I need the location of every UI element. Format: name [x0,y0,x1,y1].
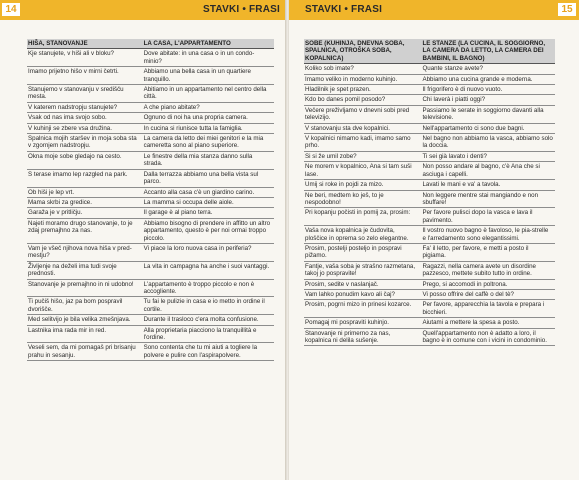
table-row [304,261,555,279]
phrase-italian: Prego, si accomodi in poltrona. [419,279,555,289]
table-row [304,95,555,105]
table-row [27,218,274,243]
phrase-slovene: V katerem nadstropju stanujete? [27,102,141,112]
table-row [27,243,274,261]
table-row [27,49,274,67]
table-row [304,105,555,123]
phrase-slovene: Si si že umil zobe? [304,151,419,161]
right-header-italian: LE STANZE (LA CUCINA, IL SOGGIORNO, LA CAMERA DA LETTO, LA CAMERA DEI BAMBINI, IL BAGNO) [419,39,555,64]
phrase-italian: Vi posso offrire del caffè o del tè? [419,289,555,299]
phrase-italian: La camera da letto dei miei genitori e la mia cameretta sono al piano superiore. [141,134,274,152]
right-page [289,0,579,480]
table-row [27,169,274,187]
phrase-italian: Abbiamo una cucina grande e moderna. [419,74,555,84]
table-row [304,289,555,299]
phrase-slovene: Fantje, vaša soba je strašno razmetana, takoj jo pospravite! [304,261,419,279]
phrase-slovene: Vam je všeč njihova nova hiša v pred-mestju? [27,243,141,261]
phrase-slovene: V kuhinji se zbere vsa družina. [27,123,141,133]
table-row [304,123,555,133]
phrase-italian: Quante stanze avete? [419,64,555,74]
phrase-slovene: V kopalnici nimamo kadi, imamo samo prho. [304,134,419,152]
phrase-slovene: Garaža je v pritličju. [27,208,141,218]
phrase-slovene: Pri kopanju počisti in pomij za, prosim: [304,208,419,226]
phrase-italian: Ragazzi, nella camera avete un disordine pazzesco, mettete subito tutto in ordine. [419,261,555,279]
table-row [27,325,274,343]
table-row [304,318,555,328]
phrase-slovene: Stanovanje ni primerno za nas, kopalnica ni delila sušenje. [304,328,419,346]
phrase-slovene: Kje stanujete, v hiši ali v bloku? [27,49,141,67]
phrase-italian: Abbiamo bisogno di prendere in affitto un altro appartamento, questo è per noi ormai troppo piccolo. [141,218,274,243]
left-header-slovene: HIŠA, STANOVANJE [27,39,141,49]
phrase-italian: La vita in campagna ha anche i suoi vantaggi. [141,261,274,279]
phrase-slovene: Pomagaj mi pospraviti kuhinjo. [304,318,419,328]
table-row [304,243,555,261]
phrase-italian: Accanto alla casa c'è un giardino carino. [141,187,274,197]
phrase-slovene: Koliko sob imate? [304,64,419,74]
phrase-italian: Passiamo le serate in soggiorno davanti alla televisione. [419,105,555,123]
right-section-title: STAVKI • FRASI [305,4,383,15]
table-row [27,208,274,218]
table-row [304,300,555,318]
table-row [304,64,555,74]
phrase-slovene: Kdo bo danes pomil posodo? [304,95,419,105]
phrase-italian: Fa' il letto, per favore, e metti a posto il pigiama. [419,243,555,261]
table-row [27,315,274,325]
phrase-italian: Il garage è al piano terra. [141,208,274,218]
phrase-slovene: Prosim, pogrni mizo in prinesi kozarce. [304,300,419,318]
table-row [27,197,274,207]
right-table-header [304,39,555,64]
phrase-slovene: Mama skrbi za gredice. [27,197,141,207]
table-row [304,328,555,346]
table-row [304,151,555,161]
phrase-italian: In cucina si riunisce tutta la famiglia. [141,123,274,133]
phrase-italian: Per favore, apparecchia la tavola e prepara i bicchieri. [419,300,555,318]
table-row [304,74,555,84]
phrase-italian: Abitiamo in un appartamento nel centro della città. [141,85,274,103]
phrase-italian: Lavati le mani e va' a tavola. [419,180,555,190]
phrase-italian: Le finestre della mia stanza danno sulla strada. [141,151,274,169]
phrase-italian: Chi laverà i piatti oggi? [419,95,555,105]
right-page-number: 15 [558,3,576,16]
phrase-slovene: S terase imamo lep razgled na park. [27,169,141,187]
phrase-italian: Dove abitate: in una casa o in un condo-minio? [141,49,274,67]
phrase-slovene: Ti pučiš hišo, jaz pa bom pospravil dvorišče. [27,297,141,315]
phrase-slovene: Okna moje sobe gledajo na cesto. [27,151,141,169]
phrase-slovene: Imamo prijetno hišo v mirni četrti. [27,67,141,85]
phrase-slovene: Ne beri, medtem ko ješ, to je nespodobno! [304,190,419,208]
table-row [304,208,555,226]
phrase-italian: Aiutami a mettere la spesa a posto. [419,318,555,328]
table-row [304,162,555,180]
phrase-italian: Il vostro nuovo bagno è favoloso, le pia-strelle e l'arredamento sono elegantissimi. [419,226,555,244]
phrase-slovene: Življenje na deželi ima tudi svoje prednosti. [27,261,141,279]
table-row [27,279,274,297]
right-header-slovene: SOBE (KUHINJA, DNEVNA SOBA, SPALNICA, OTROŠKA SOBA, KOPALNICA) [304,39,419,64]
table-row [304,226,555,244]
table-row [304,134,555,152]
table-row [27,67,274,85]
phrase-slovene: Vaša nova kopalnica je čudovita, ploščice in oprema so zelo elegantne. [304,226,419,244]
table-row [27,123,274,133]
phrase-slovene: Veseli sem, da mi pomagaš pri brisanju prahu in sesanju. [27,343,141,361]
phrase-italian: Tu fai le pulizie in casa e io metto in ordine il cortile. [141,297,274,315]
left-page [0,0,286,480]
phrase-italian: Ognuno di noi ha una propria camera. [141,113,274,123]
table-row [27,343,274,361]
phrase-slovene: Prosim, postelji posteljo in pospravi pižamo. [304,243,419,261]
right-header-bar [289,0,579,20]
phrase-slovene: Vam lahko ponudim kavo ali čaj? [304,289,419,299]
left-header-bar [0,0,286,20]
table-row [304,180,555,190]
phrase-italian: Alla proprietaria piacciono la tranquillità e l'ordine. [141,325,274,343]
phrase-italian: Sono contenta che tu mi aiuti a togliere la polvere e pulire con l'aspirapolvere. [141,343,274,361]
phrase-slovene: Stanovanje je premajhno in ni udobno! [27,279,141,297]
left-table-header [27,39,274,49]
phrase-slovene: V stanovanju sta dve kopalnici. [304,123,419,133]
table-row [27,113,274,123]
table-row [27,297,274,315]
phrase-italian: Per favore pulisci dopo la vasca e lava il pavimento. [419,208,555,226]
table-row [304,279,555,289]
phrase-italian: Nel bagno non abbiamo la vasca, abbiamo solo la doccia. [419,134,555,152]
phrase-italian: Quell'appartamento non è adatto a loro, il bagno è in comune con i vicini in condominio. [419,328,555,346]
phrase-slovene: Ne morem v kopalnico, Ana si tam suši lase. [304,162,419,180]
table-row [27,261,274,279]
phrase-slovene: Hladilnik je spet prazen. [304,85,419,95]
phrase-italian: A che piano abitate? [141,102,274,112]
table-row [27,85,274,103]
phrase-italian: Durante il trasloco c'era molta confusione. [141,315,274,325]
phrase-italian: L'appartamento è troppo piccolo e non è accogliente. [141,279,274,297]
phrase-italian: La mamma si occupa delle aiole. [141,197,274,207]
phrase-italian: Non posso andare al bagno, c'è Ana che si asciuga i capelli. [419,162,555,180]
table-row [27,134,274,152]
left-phrase-table [27,39,274,361]
left-header-italian: LA CASA, L'APPARTAMENTO [141,39,274,49]
phrase-italian: Dalla terrazza abbiamo una bella vista sul parco. [141,169,274,187]
phrase-slovene: Najeti moramo drugo stanovanje, to je zdaj premajhno za nas. [27,218,141,243]
phrase-slovene: Večere preživljamo v dnevni sobi pred televizijo. [304,105,419,123]
right-phrase-table [304,39,555,346]
phrase-italian: Nell'appartamento ci sono due bagni. [419,123,555,133]
table-row [27,187,274,197]
phrase-slovene: Spalnica mojih staršev in moja soba sta v zgornjem nadstropju. [27,134,141,152]
table-row [304,190,555,208]
phrase-slovene: Vsak od nas ima svojo sobo. [27,113,141,123]
phrase-slovene: Med selitvijo je bila velika zmešnjava. [27,315,141,325]
phrase-italian: Vi piace la loro nuova casa in periferia? [141,243,274,261]
phrase-slovene: Ob hiši je lep vrt. [27,187,141,197]
phrase-slovene: Stanujemo v stanovanju v središču mesta. [27,85,141,103]
phrase-italian: Abbiamo una bella casa in un quartiere tranquillo. [141,67,274,85]
table-row [27,102,274,112]
table-row [304,85,555,95]
left-page-number: 14 [2,3,20,16]
phrase-italian: Non leggere mentre stai mangiando e non sbuffare! [419,190,555,208]
phrase-slovene: Lastnika ima rada mir in red. [27,325,141,343]
left-section-title: STAVKI • FRASI [202,4,280,15]
phrase-slovene: Prosim, sedite v naslanjač. [304,279,419,289]
phrase-italian: Ti sei già lavato i denti? [419,151,555,161]
phrase-italian: Il frigorifero è di nuovo vuoto. [419,85,555,95]
phrase-slovene: Imamo veliko in moderno kuhinjo. [304,74,419,84]
table-row [27,151,274,169]
phrase-slovene: Umij si roke in pojdi za mizo. [304,180,419,190]
